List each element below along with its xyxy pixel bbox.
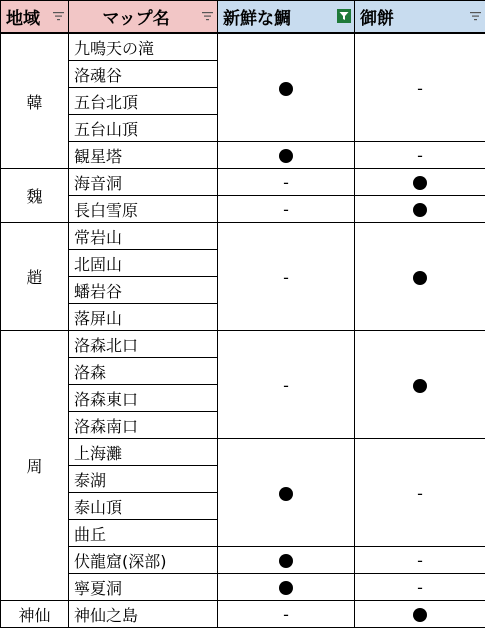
header-col-a[interactable]: [218, 1, 355, 34]
map-name-cell[interactable]: 洛森北口: [69, 331, 218, 358]
available-dot: [413, 203, 427, 217]
header-map-label: マップ名: [102, 9, 170, 29]
unavailable-dash: -: [283, 375, 289, 395]
map-name-cell[interactable]: 五台北頂: [69, 88, 218, 115]
map-name-cell[interactable]: 洛森南口: [69, 412, 218, 439]
available-dot: [279, 581, 293, 595]
unavailable-dash: -: [283, 200, 289, 219]
filter-dropdown-icon[interactable]: [201, 10, 213, 22]
map-name-cell[interactable]: 洛魂谷: [69, 61, 218, 88]
unavailable-dash: -: [417, 483, 423, 503]
filter-dropdown-icon[interactable]: [469, 10, 481, 22]
mark-cell-a[interactable]: [218, 33, 355, 142]
mark-cell-b[interactable]: [355, 169, 485, 196]
mark-cell-a[interactable]: [218, 142, 355, 169]
map-name-cell[interactable]: 泰山頂: [69, 493, 218, 520]
map-name-cell[interactable]: 伏龍窟(深部): [69, 547, 218, 574]
header-region[interactable]: [1, 1, 69, 34]
map-name-cell[interactable]: 神仙之島: [69, 601, 218, 628]
header-row: [1, 1, 485, 34]
unavailable-dash: -: [417, 146, 423, 165]
region-cell[interactable]: 神仙: [1, 601, 69, 628]
mark-cell-a[interactable]: [218, 547, 355, 574]
map-name-cell[interactable]: 観星塔: [69, 142, 218, 169]
table-row: [1, 169, 485, 196]
unavailable-dash: -: [417, 551, 423, 570]
table-row: [1, 33, 485, 61]
region-cell[interactable]: 韓: [1, 33, 69, 169]
filter-dropdown-icon[interactable]: [52, 10, 64, 22]
table-body: [1, 33, 485, 628]
available-dot: [279, 82, 293, 96]
mark-cell-b[interactable]: [355, 196, 485, 223]
available-dot: [413, 608, 427, 622]
table-row: [1, 574, 485, 601]
available-dot: [279, 149, 293, 163]
header-col-b[interactable]: [355, 1, 485, 34]
map-name-cell[interactable]: 曲丘: [69, 520, 218, 547]
mark-cell-b[interactable]: [355, 439, 485, 547]
mark-cell-b[interactable]: [355, 142, 485, 169]
table-row: [1, 601, 485, 628]
available-dot: [413, 271, 427, 285]
table-row: [1, 196, 485, 223]
mark-cell-a[interactable]: [218, 331, 355, 439]
mark-cell-a[interactable]: [218, 196, 355, 223]
mark-cell-a[interactable]: [218, 439, 355, 547]
mark-cell-a[interactable]: [218, 574, 355, 601]
map-name-cell[interactable]: 九鳴天の滝: [69, 33, 218, 61]
header-col-a-label: 新鮮な鯛: [223, 9, 291, 29]
unavailable-dash: -: [283, 267, 289, 287]
region-cell[interactable]: 周: [1, 331, 69, 601]
map-name-cell[interactable]: 五台山頂: [69, 115, 218, 142]
header-map[interactable]: [69, 1, 218, 34]
header-col-b-label: 御餅: [360, 9, 394, 29]
table-row: [1, 439, 485, 466]
map-name-cell[interactable]: 落屏山: [69, 304, 218, 331]
mark-cell-b[interactable]: [355, 547, 485, 574]
mark-cell-a[interactable]: [218, 601, 355, 628]
mark-cell-a[interactable]: [218, 169, 355, 196]
filter-active-icon[interactable]: [337, 9, 351, 23]
map-name-cell[interactable]: 洛森東口: [69, 385, 218, 412]
unavailable-dash: -: [417, 78, 423, 98]
region-cell[interactable]: 魏: [1, 169, 69, 223]
table-row: [1, 223, 485, 250]
map-name-cell[interactable]: 寧夏洞: [69, 574, 218, 601]
map-name-cell[interactable]: 北固山: [69, 250, 218, 277]
map-name-cell[interactable]: 蟠岩谷: [69, 277, 218, 304]
header-region-label: 地域: [6, 9, 40, 29]
available-dot: [279, 487, 293, 501]
mark-cell-b[interactable]: [355, 331, 485, 439]
table-row: [1, 547, 485, 574]
map-name-cell[interactable]: 泰湖: [69, 466, 218, 493]
mark-cell-b[interactable]: [355, 601, 485, 628]
mark-cell-b[interactable]: [355, 33, 485, 142]
map-name-cell[interactable]: 長白雪原: [69, 196, 218, 223]
unavailable-dash: -: [283, 173, 289, 192]
unavailable-dash: -: [283, 605, 289, 624]
map-name-cell[interactable]: 洛森: [69, 358, 218, 385]
unavailable-dash: -: [417, 578, 423, 597]
table-row: [1, 142, 485, 169]
mark-cell-b[interactable]: [355, 574, 485, 601]
map-name-cell[interactable]: 海音洞: [69, 169, 218, 196]
available-dot: [413, 176, 427, 190]
table-row: [1, 331, 485, 358]
map-name-cell[interactable]: 常岩山: [69, 223, 218, 250]
map-name-cell[interactable]: 上海灘: [69, 439, 218, 466]
region-cell[interactable]: 趙: [1, 223, 69, 331]
mark-cell-a[interactable]: [218, 223, 355, 331]
mark-cell-b[interactable]: [355, 223, 485, 331]
available-dot: [279, 554, 293, 568]
available-dot: [413, 379, 427, 393]
